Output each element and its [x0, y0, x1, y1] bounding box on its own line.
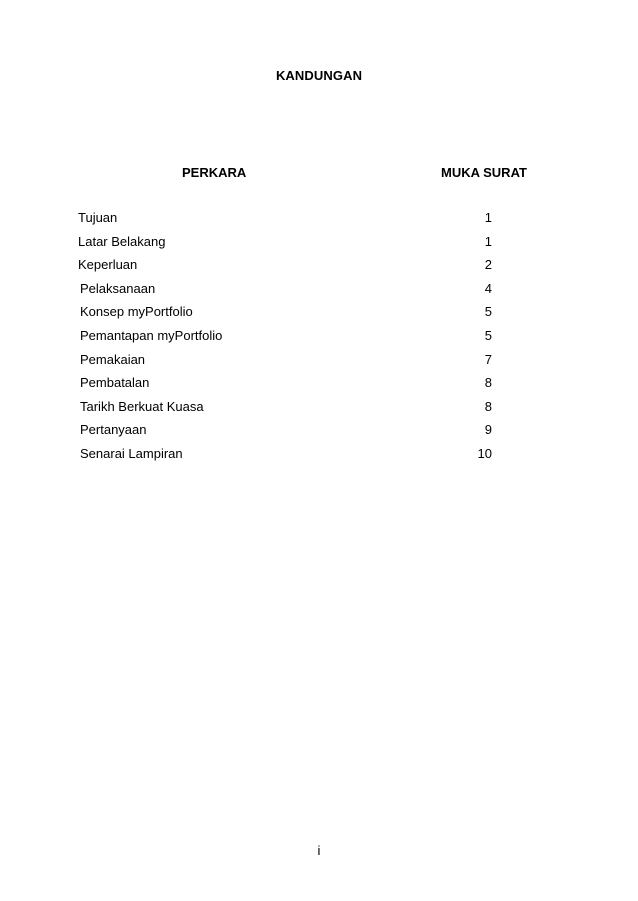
toc-entry-page: 2	[484, 257, 492, 273]
toc-row	[0, 399, 638, 423]
toc-row	[0, 234, 638, 258]
toc-row	[0, 210, 638, 234]
toc-entry-label: Pertanyaan	[80, 422, 147, 438]
toc-entry-page: 4	[484, 280, 492, 296]
toc-entry-label: Konsep myPortfolio	[80, 304, 193, 320]
toc-entry-page: 1	[484, 210, 492, 225]
toc-row	[0, 375, 638, 399]
toc-list	[0, 210, 638, 470]
toc-entry-label: Pembatalan	[80, 375, 150, 391]
toc-header-item: PERKARA	[182, 165, 247, 180]
toc-row	[0, 446, 638, 470]
toc-entry-label: Pelaksanaan	[80, 280, 156, 296]
toc-entry-page: 8	[484, 398, 492, 414]
toc-entry-label: Senarai Lampiran	[80, 445, 183, 461]
toc-entry-page: 8	[484, 375, 492, 391]
page-title: KANDUNGAN	[275, 68, 363, 83]
toc-header-page: MUKA SURAT	[441, 165, 527, 180]
toc-row	[0, 281, 638, 305]
toc-entry-label: Tujuan	[78, 210, 118, 225]
toc-entry-page: 10	[477, 445, 492, 461]
toc-entry-page: 5	[484, 327, 492, 343]
toc-entry-label: Keperluan	[78, 257, 138, 273]
toc-entry-label: Pemantapan myPortfolio	[80, 327, 223, 343]
toc-entry-label: Pemakaian	[80, 351, 146, 367]
page-number: i	[317, 843, 321, 858]
toc-row	[0, 352, 638, 376]
toc-entry-page: 9	[484, 422, 492, 438]
toc-entry-page: 7	[484, 351, 492, 367]
toc-entry-page: 1	[484, 233, 492, 249]
toc-header-row	[0, 165, 638, 183]
toc-row	[0, 422, 638, 446]
toc-row	[0, 257, 638, 281]
toc-entry-label: Latar Belakang	[78, 233, 166, 249]
toc-entry-page: 5	[484, 304, 492, 320]
toc-row	[0, 328, 638, 352]
toc-row	[0, 304, 638, 328]
toc-entry-label: Tarikh Berkuat Kuasa	[80, 398, 204, 414]
